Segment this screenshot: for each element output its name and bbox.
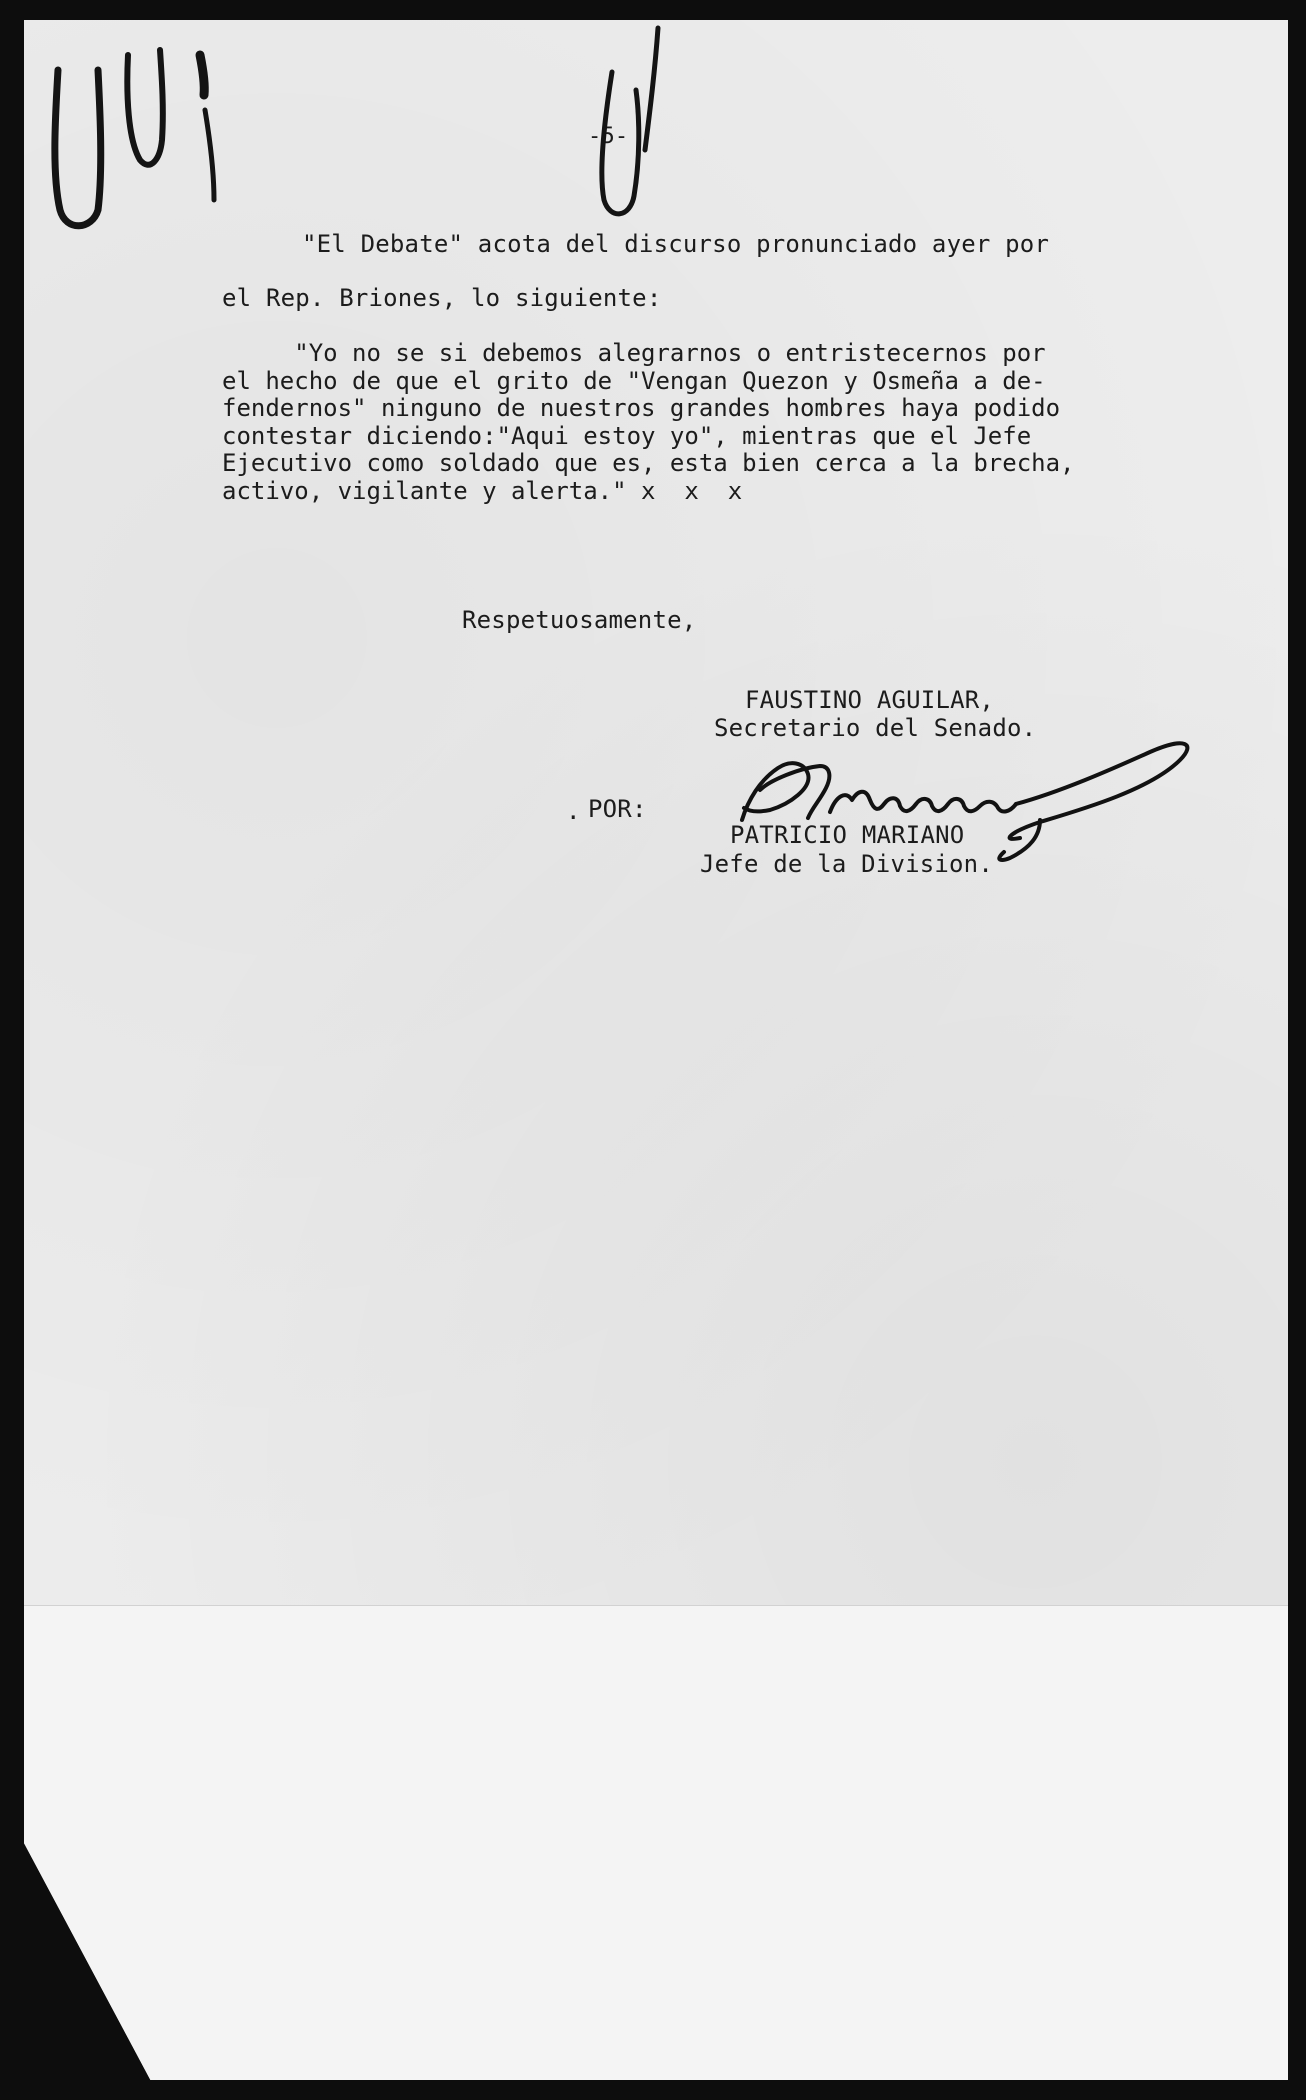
quote-line: contestar diciendo:"Aqui estoy yo", mientras que el Jefe — [222, 421, 1032, 450]
by-name: PATRICIO MARIANO — [730, 821, 965, 849]
closing-salutation: Respetuosamente, — [462, 606, 697, 634]
quoted-speech — [222, 340, 1075, 505]
page-number: -5- — [588, 124, 629, 149]
by-title: Jefe de la Division. — [700, 850, 993, 878]
intro-line-1: "El Debate" acota del discurso pronunciado ayer por — [302, 230, 1050, 258]
bullet-dot: . — [566, 797, 581, 825]
quote-line: el hecho de que el grito de "Vengan Quezon y Osmeña a de- — [222, 366, 1046, 395]
signatory-name: FAUSTINO AGUILAR, — [745, 686, 995, 714]
intro-line-2: el Rep. Briones, lo siguiente: — [222, 284, 662, 312]
by-label: POR: — [588, 795, 647, 823]
quote-line: fendernos" ninguno de nuestros grandes hombres haya podido — [222, 394, 1061, 422]
quote-line: activo, vigilante y alerta." x x x — [222, 476, 743, 505]
quote-line: Ejecutivo como soldado que es, esta bien cerca a la brecha, — [222, 449, 1075, 477]
paper-fold-band — [24, 1605, 1288, 2080]
signatory-title: Secretario del Senado. — [714, 714, 1037, 742]
quote-line: "Yo no se si debemos alegrarnos o entristecernos por — [222, 339, 1046, 367]
paper-page — [24, 20, 1288, 2080]
